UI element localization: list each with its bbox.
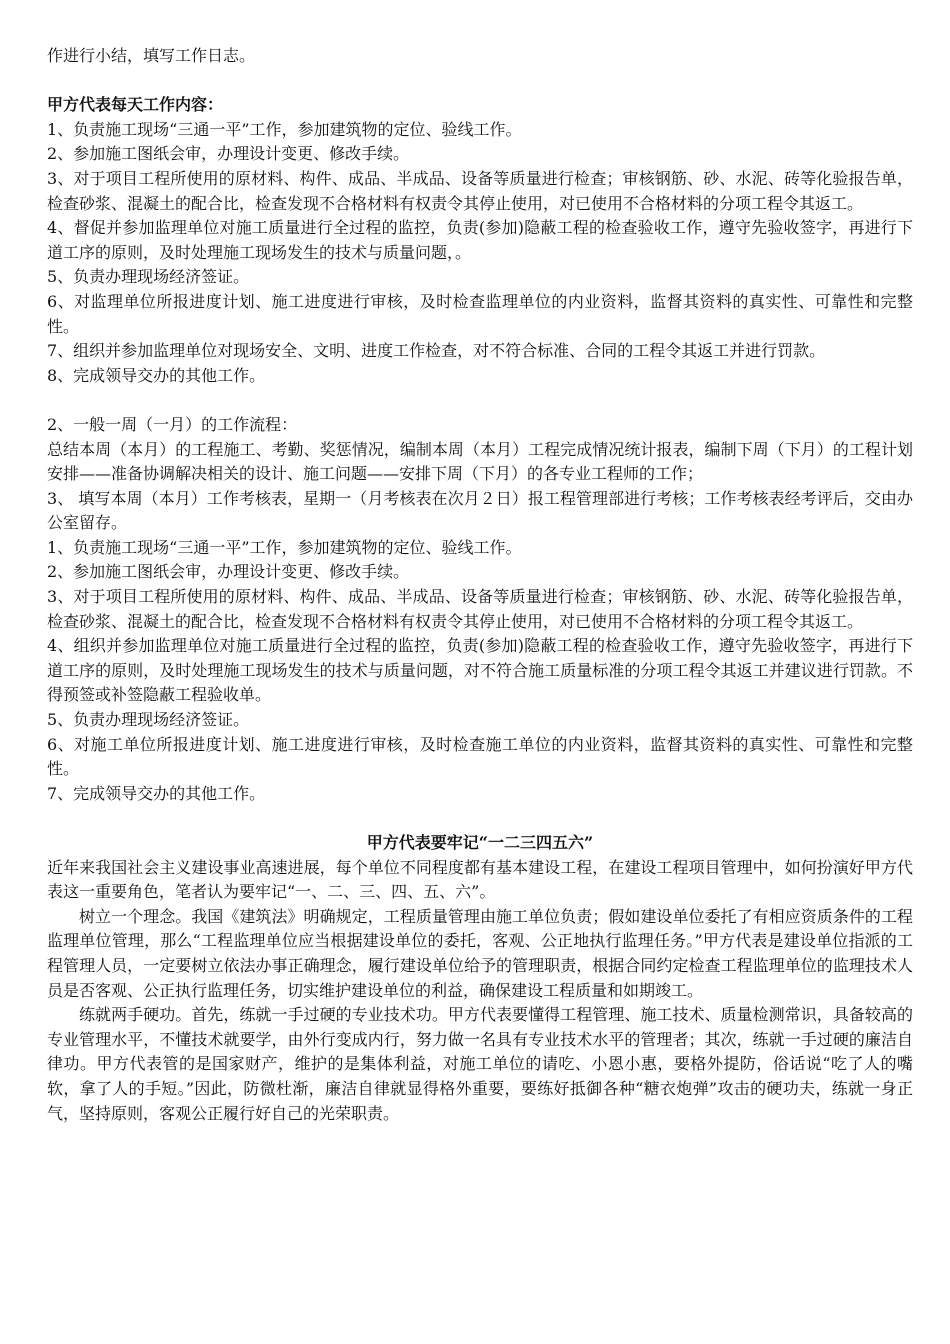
weekly-duty-item: 2、参加施工图纸会审，办理设计变更、修改手续。 — [47, 562, 410, 582]
blank-line — [47, 806, 913, 831]
weekly-duty-item: 7、完成领导交办的其他工作。 — [47, 783, 266, 803]
daily-duty-item: 3、对于项目工程所使用的原材料、构件、成品、半成品、设备等质量进行检查；审核钢筋、砂、水泥、砖等化验报告单，检查砂浆、混凝土的配合比，检查发现不合格材料有权责令其停止使用，对已使用不合格材料的分项工程令其返工。 — [47, 168, 913, 213]
daily-duty-item: 6、对监理单位所报进度计划、施工进度进行审核，及时检查监理单位的内业资料，监督其资料的真实性、可靠性和完整性。 — [47, 291, 913, 336]
weekly-duty-item: 6、对施工单位所报进度计划、施工进度进行审核，及时检查施工单位的内业资料，监督其资料的真实性、可靠性和完整性。 — [47, 734, 913, 779]
weekly-duty-item: 4、组织并参加监理单位对施工质量进行全过程的监控，负责(参加)隐蔽工程的检查验收工作，遵守先验收签字，再进行下道工序的原则，及时处理施工现场发生的技术与质量问题，对不符合施工质量标准的分项工程令其返工并建议进行罚款。不得预签或补签隐蔽工程验收单。 — [47, 636, 913, 705]
intro-line: 作进行小结，填写工作日志。 — [47, 46, 256, 65]
section-title: 甲方代表要牢记“一二三四五六” — [366, 833, 594, 852]
weekly-flow-line: 3、 填写本周（本月）工作考核表，星期一（月考核表在次月２日）报工程管理部进行考核；工作考核表经考评后，交由办公室留存。 — [47, 488, 913, 533]
weekly-duty-item: 3、对于项目工程所使用的原材料、构件、成品、半成品、设备等质量进行检查；审核钢筋、砂、水泥、砖等化验报告单，检查砂浆、混凝土的配合比，检查发现不合格材料有权责令其停止使用，对已使用不合格材料的分项工程令其返工。 — [47, 587, 913, 631]
blank-line — [47, 388, 913, 413]
body-paragraph: 近年来我国社会主义建设事业高速进展，每个单位不同程度都有基本建设工程，在建设工程项目管理中，如何扮演好甲方代表这一重要角色，笔者认为要牢记“一、二、三、四、五、六”。 — [47, 857, 913, 902]
weekly-flow-heading: 2、一般一周（一月）的工作流程： — [47, 414, 298, 434]
daily-duty-item: 7、组织并参加监理单位对现场安全、文明、进度工作检查，对不符合标准、合同的工程令其返工并进行罚款。 — [47, 341, 826, 361]
daily-duty-item: 5、负责办理现场经济签证。 — [47, 267, 250, 287]
daily-duty-item: 8、完成领导交办的其他工作。 — [47, 365, 266, 385]
document-page — [47, 44, 913, 1126]
weekly-duty-item: 5、负责办理现场经济签证。 — [47, 710, 250, 730]
body-paragraph: 练就两手硬功。首先，练就一手过硬的专业技术功。甲方代表要懂得工程管理、施工技术、质量检测常识，具备较高的专业管理水平，不懂技术就要学，由外行变成内行，努力做一名具有专业技术水平的管理者；其次，练就一手过硬的廉洁自律功。甲方代表管的是国家财产，维护的是集体利益，对施工单位的请吃、小恩小惠，要格外提防，俗话说“吃了人的嘴软，拿了人的手短。”因此，防微杜渐，廉洁自律就显得格外重要，要练好抵御各种“糖衣炮弹”攻击的硬功夫，练就一身正气，坚持原则，客观公正履行好自己的光荣职责。 — [47, 1005, 913, 1123]
daily-duty-item: 2、参加施工图纸会审，办理设计变更、修改手续。 — [47, 144, 410, 164]
blank-line — [47, 69, 913, 94]
weekly-flow-line: 总结本周（本月）的工程施工、考勤、奖惩情况，编制本周（本月）工程完成情况统计报表，编制下周（下月）的工程计划安排——准备协调解决相关的设计、施工问题——安排下周（下月）的各专业工程师的工作； — [47, 439, 913, 484]
weekly-duty-item: 1、负责施工现场“三通一平”工作，参加建筑物的定位、验线工作。 — [47, 537, 522, 557]
daily-duty-item: 4、督促并参加监理单位对施工质量进行全过程的监控，负责(参加)隐蔽工程的检查验收工作，遵守先验收签字，再进行下道工序的原则，及时处理施工现场发生的技术与质量问题，。 — [47, 218, 913, 262]
daily-duties-heading: 甲方代表每天工作内容： — [47, 95, 224, 115]
body-paragraph: 树立一个理念。我国《建筑法》明确规定，工程质量管理由施工单位负责；假如建设单位委托了有相应资质条件的工程监理单位管理，那么“工程监理单位应当根据建设单位的委托，客观、公正地执行监理任务。”甲方代表是建设单位指派的工程管理人员，一定要树立依法办事正确理念，履行建设单位给予的管理职责，根据合同约定检查工程监理单位的监理技术人员是否客观、公正执行监理任务，切实维护建设单位的利益，确保建设工程质量和如期竣工。 — [47, 906, 913, 1000]
daily-duty-item: 1、负责施工现场“三通一平”工作，参加建筑物的定位、验线工作。 — [47, 119, 522, 139]
